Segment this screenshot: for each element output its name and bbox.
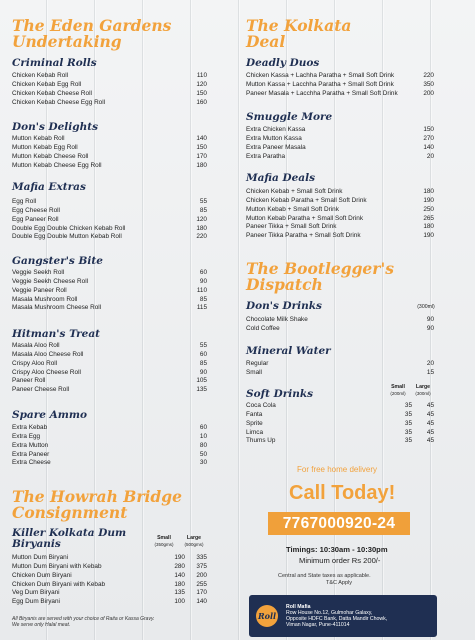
- dons-delights-list: [12, 135, 207, 170]
- item-price: 50: [199, 450, 207, 458]
- menu-item: [12, 81, 207, 90]
- menu-item: [246, 402, 434, 411]
- item-price-small: 100: [174, 598, 185, 606]
- dons-drinks-list: [246, 316, 434, 334]
- item-price: 20: [426, 360, 434, 367]
- menu-item: [246, 188, 434, 197]
- item-name: Crispy Aloo Cheese Roll: [12, 368, 81, 376]
- item-name: Chicken Kebab Egg Roll: [12, 80, 82, 88]
- hitmans-treat-list: [12, 342, 207, 395]
- soft-drinks-list: [246, 402, 434, 446]
- mafia-extras-list: [12, 198, 207, 242]
- item-price-small: 35: [404, 402, 412, 409]
- item-name: Extra Paratha: [246, 152, 286, 160]
- item-name: Sprite: [246, 419, 263, 427]
- item-name: Mutton Kebab Cheese Egg Roll: [12, 161, 102, 169]
- menu-item: [12, 554, 207, 563]
- item-price: 160: [196, 98, 207, 106]
- menu-item: [246, 369, 434, 378]
- item-name: Masala Mushroom Roll: [12, 295, 78, 303]
- item-name: Mutton Kebab Paratha + Small Soft Drink: [246, 214, 364, 222]
- hitmans-treat-title: Hitman's Treat: [12, 328, 101, 340]
- menu-item: [246, 90, 434, 99]
- item-price: 150: [423, 126, 434, 133]
- menu-item: [12, 72, 207, 81]
- item-price-small: 35: [404, 428, 412, 436]
- taxes-note: Central and State taxes as applicable.: [278, 573, 371, 579]
- dons-delights-title: Don's Delights: [12, 121, 99, 133]
- item-name: Extra Mutton Kassa: [246, 134, 302, 142]
- soft-drinks-title: Soft Drinks: [246, 388, 314, 400]
- item-name: Egg Paneer Roll: [12, 215, 59, 223]
- item-name: Chicken Dum Biryani with Kebab: [12, 580, 106, 588]
- menu-item: [12, 342, 207, 351]
- menu-item: [246, 360, 434, 369]
- item-price-small: 280: [174, 562, 185, 570]
- item-name: Masala Mushroom Cheese Roll: [12, 304, 102, 312]
- item-name: Mutton Dum Biryani: [12, 554, 69, 561]
- menu-item: [246, 206, 434, 215]
- gangsters-bite-title: Gangster's Bite: [12, 255, 103, 267]
- item-name: Limca: [246, 428, 264, 436]
- mafia-extras-title: Mafia Extras: [12, 181, 86, 193]
- item-name: Veggie Seekh Roll: [12, 269, 65, 276]
- item-name: Chocolate Milk Shake: [246, 316, 308, 323]
- item-price-small: 35: [404, 410, 412, 418]
- menu-item: [12, 278, 207, 287]
- item-price: 90: [426, 324, 434, 332]
- menu-item: [246, 420, 434, 429]
- item-price: 15: [426, 368, 434, 376]
- item-price: 180: [196, 224, 207, 232]
- item-price-large: 45: [426, 419, 434, 427]
- item-price: 220: [423, 72, 434, 79]
- menu-item: [12, 135, 207, 144]
- item-name: Extra Kebab: [12, 424, 48, 431]
- item-price: 60: [199, 350, 207, 358]
- menu-item: [12, 459, 207, 468]
- menu-item: [12, 451, 207, 460]
- bootleggers-dispatch-title: The Bootlegger's Dispatch: [246, 259, 394, 294]
- menu-item: [12, 304, 207, 313]
- item-name: Crispy Aloo Roll: [12, 359, 58, 367]
- item-name: Mutton Kebab Roll: [12, 135, 65, 142]
- item-price-large: 45: [426, 428, 434, 436]
- item-name: Extra Cheese: [12, 459, 51, 467]
- item-price: 140: [196, 135, 207, 142]
- item-name: Veggie Paneer Roll: [12, 286, 67, 294]
- menu-item: [246, 223, 434, 232]
- item-price-small: 35: [404, 437, 412, 445]
- menu-item: [246, 72, 434, 81]
- spare-ammo-list: [12, 424, 207, 468]
- item-name: Extra Egg: [12, 432, 41, 440]
- soft-small-header: Small (200ml): [390, 384, 406, 396]
- menu-item: [12, 233, 207, 242]
- deadly-duos-list: [246, 72, 434, 99]
- item-name: Cold Coffee: [246, 324, 280, 332]
- menu-item: [246, 232, 434, 241]
- menu-item: [246, 325, 434, 334]
- menu-item: [246, 215, 434, 224]
- restaurant-name: Roll Mafia: [286, 603, 311, 610]
- menu-item: [12, 225, 207, 234]
- mineral-water-title: Mineral Water: [246, 345, 331, 357]
- howrah-bridge-title: The Howrah Bridge Consignment: [12, 487, 182, 522]
- item-price: 90: [426, 316, 434, 323]
- tnc-note: T&C Apply: [326, 580, 352, 586]
- item-price: 180: [196, 161, 207, 169]
- menu-item: [12, 153, 207, 162]
- biryani-small-header: Small (350gms): [154, 535, 174, 547]
- menu-item: [12, 216, 207, 225]
- delivery-text: For free home delivery: [297, 465, 378, 474]
- kolkata-deal-title: The Kolkata Deal: [246, 16, 352, 51]
- item-price: 110: [196, 286, 207, 294]
- item-name: Paneer Cheese Roll: [12, 386, 70, 394]
- item-price-small: 35: [404, 419, 412, 427]
- item-price: 115: [196, 304, 207, 312]
- item-price: 90: [199, 277, 207, 285]
- item-name: Chicken Kebab Cheese Roll: [12, 89, 92, 97]
- menu-item: [246, 126, 434, 135]
- item-name: Veg Dum Biryani: [12, 589, 60, 597]
- criminal-rolls-title: Criminal Rolls: [12, 57, 97, 69]
- item-price: 265: [423, 214, 434, 222]
- item-price-large: 140: [196, 598, 207, 606]
- item-price: 90: [199, 368, 207, 376]
- item-price: 60: [199, 424, 207, 431]
- menu-item: [12, 144, 207, 153]
- phone-number[interactable]: 7767000920-24: [268, 512, 410, 535]
- item-price: 180: [423, 188, 434, 195]
- item-name: Egg Cheese Roll: [12, 206, 60, 214]
- address-line-3: Viman Nagar, Pune-411014: [286, 622, 350, 629]
- menu-item: [246, 437, 434, 446]
- item-name: Paneer Tikka Paratha + Small Soft Drink: [246, 232, 361, 240]
- item-name: Paneer Masala + Lacchha Paratha + Small Soft Drink: [246, 89, 398, 97]
- item-price: 135: [196, 386, 207, 394]
- menu-item: [12, 360, 207, 369]
- item-price-small: 180: [174, 580, 185, 588]
- menu-item: [12, 598, 207, 607]
- item-price-small: 140: [174, 571, 185, 579]
- roll-mafia-logo: Roll: [256, 605, 278, 627]
- item-price: 60: [199, 269, 207, 276]
- item-price-large: 45: [426, 437, 434, 445]
- item-price: 85: [199, 359, 207, 367]
- menu-item: [246, 153, 434, 162]
- spare-ammo-title: Spare Ammo: [12, 409, 87, 421]
- menu-item: [12, 90, 207, 99]
- item-price: 105: [196, 377, 207, 385]
- menu-item: [12, 207, 207, 216]
- item-price: 30: [199, 459, 207, 467]
- eden-gardens-title: The Eden Gardens Undertaking: [12, 16, 172, 51]
- item-price: 150: [196, 89, 207, 97]
- item-name: Extra Paneer: [12, 450, 50, 458]
- item-price: 170: [196, 152, 207, 160]
- menu-item: [12, 369, 207, 378]
- address-block: [286, 604, 387, 629]
- item-price-small: 190: [174, 554, 185, 561]
- item-price-large: 170: [196, 589, 207, 597]
- menu-item: [12, 572, 207, 581]
- item-price: 270: [423, 134, 434, 142]
- menu-item: [12, 377, 207, 386]
- biryani-large-header: Large (500gms): [184, 535, 204, 547]
- item-price: 190: [423, 196, 434, 204]
- menu-item: [12, 351, 207, 360]
- menu-item: [12, 198, 207, 207]
- menu-item: [12, 563, 207, 572]
- item-name: Masala Aloo Cheese Roll: [12, 350, 84, 358]
- item-name: Mutton Kebab Egg Roll: [12, 143, 78, 151]
- gangsters-bite-list: [12, 269, 207, 313]
- item-name: Egg Dum Biryani: [12, 598, 60, 606]
- item-name: Chicken Dum Biryani: [12, 571, 72, 579]
- item-name: Mutton Kassa + Lacchha Paratha + Small Soft Drink: [246, 80, 394, 88]
- item-name: Mutton Kebab Cheese Roll: [12, 152, 89, 160]
- menu-item: [12, 386, 207, 395]
- item-price: 55: [199, 342, 207, 349]
- item-name: Chicken Kebab Paratha + Small Soft Drink: [246, 196, 367, 204]
- item-name: Double Egg Double Chicken Kebab Roll: [12, 224, 126, 232]
- menu-item: [12, 433, 207, 442]
- item-price: 220: [196, 233, 207, 241]
- item-price: 10: [199, 432, 207, 440]
- item-name: Small: [246, 368, 262, 376]
- menu-item: [12, 424, 207, 433]
- item-price-large: 375: [196, 562, 207, 570]
- item-price: 110: [196, 72, 207, 79]
- menu-item: [12, 162, 207, 171]
- item-name: Masala Aloo Roll: [12, 342, 60, 349]
- address-line-1: Row House No.12, Gulmohar Galaxy,: [286, 609, 373, 616]
- item-price: 85: [199, 295, 207, 303]
- menu-item: [246, 144, 434, 153]
- item-price: 180: [423, 223, 434, 231]
- menu-item: [246, 429, 434, 438]
- item-price-large: 255: [196, 580, 207, 588]
- item-name: Paneer Tikka + Small Soft Drink: [246, 223, 337, 231]
- menu-item: [12, 589, 207, 598]
- item-name: Mutton Kebab + Small Soft Drink: [246, 205, 339, 213]
- item-price: 350: [423, 80, 434, 88]
- item-price: 120: [196, 215, 207, 223]
- item-name: Veggie Seekh Cheese Roll: [12, 277, 89, 285]
- item-name: Thums Up: [246, 437, 276, 445]
- menu-item: [246, 411, 434, 420]
- item-price: 140: [423, 143, 434, 151]
- item-price-large: 45: [426, 410, 434, 418]
- item-name: Double Egg Double Mutton Kebab Roll: [12, 233, 122, 241]
- item-name: Chicken Kebab Roll: [12, 72, 69, 79]
- smuggle-more-title: Smuggle More: [246, 111, 333, 123]
- item-price: 80: [199, 441, 207, 449]
- footer-address-box: [249, 595, 437, 637]
- item-name: Extra Chicken Kassa: [246, 126, 306, 133]
- item-name: Extra Mutton: [12, 441, 49, 449]
- mineral-water-list: [246, 360, 434, 378]
- item-name: Coca Cola: [246, 402, 276, 409]
- menu-item: [12, 269, 207, 278]
- menu-item: [246, 81, 434, 90]
- dons-drinks-unit: (300ml): [417, 304, 435, 310]
- address-line-2: Opposite HDFC Bank, Datta Mandir Chowk,: [286, 616, 388, 622]
- item-price-large: 200: [196, 571, 207, 579]
- item-price: 55: [199, 198, 207, 205]
- menu-item: [246, 197, 434, 206]
- menu-item: [12, 287, 207, 296]
- biryani-title: Killer Kolkata Dum Biryanis: [12, 527, 127, 550]
- mafia-deals-title: Mafia Deals: [246, 172, 316, 184]
- item-price: 190: [423, 232, 434, 240]
- item-name: Regular: [246, 360, 269, 367]
- menu-item: [12, 581, 207, 590]
- item-name: Paneer Roll: [12, 377, 46, 385]
- item-price: 150: [196, 143, 207, 151]
- item-price-large: 45: [426, 402, 434, 409]
- call-today-heading: Call Today!: [289, 482, 396, 504]
- item-price: 120: [196, 80, 207, 88]
- smuggle-more-list: [246, 126, 434, 161]
- minimum-order-text: Minimum order Rs 200/-: [299, 556, 381, 565]
- item-name: Chicken Kebab + Small Soft Drink: [246, 188, 343, 195]
- dons-drinks-title: Don's Drinks: [246, 300, 322, 312]
- menu-item: [12, 99, 207, 108]
- menu-item: [12, 296, 207, 305]
- menu-item: [12, 442, 207, 451]
- item-price: 20: [426, 152, 434, 160]
- biryani-list: [12, 554, 207, 607]
- item-price-small: 135: [174, 589, 185, 597]
- item-name: Fanta: [246, 410, 263, 418]
- soft-large-header: Large (300ml): [415, 384, 431, 396]
- item-price: 85: [199, 206, 207, 214]
- biryani-note: All Biryanis are served with your choice of Raita or Kassa Gravy. We serve only Halal meat.: [12, 616, 155, 628]
- menu-item: [246, 316, 434, 325]
- item-name: Chicken Kebab Cheese Egg Roll: [12, 98, 106, 106]
- menu-item: [246, 135, 434, 144]
- item-name: Chicken Kassa + Lachha Paratha + Small Soft Drink: [246, 72, 395, 79]
- deadly-duos-title: Deadly Duos: [246, 57, 320, 69]
- item-price: 250: [423, 205, 434, 213]
- item-name: Mutton Dum Biryani with Kebab: [12, 562, 102, 570]
- item-price: 200: [423, 89, 434, 97]
- item-price-large: 335: [196, 554, 207, 561]
- criminal-rolls-list: [12, 72, 207, 107]
- mafia-deals-list: [246, 188, 434, 241]
- item-name: Egg Roll: [12, 198, 37, 205]
- item-name: Extra Paneer Masala: [246, 143, 306, 151]
- timings-text: Timings: 10:30am - 10:30pm: [286, 545, 388, 554]
